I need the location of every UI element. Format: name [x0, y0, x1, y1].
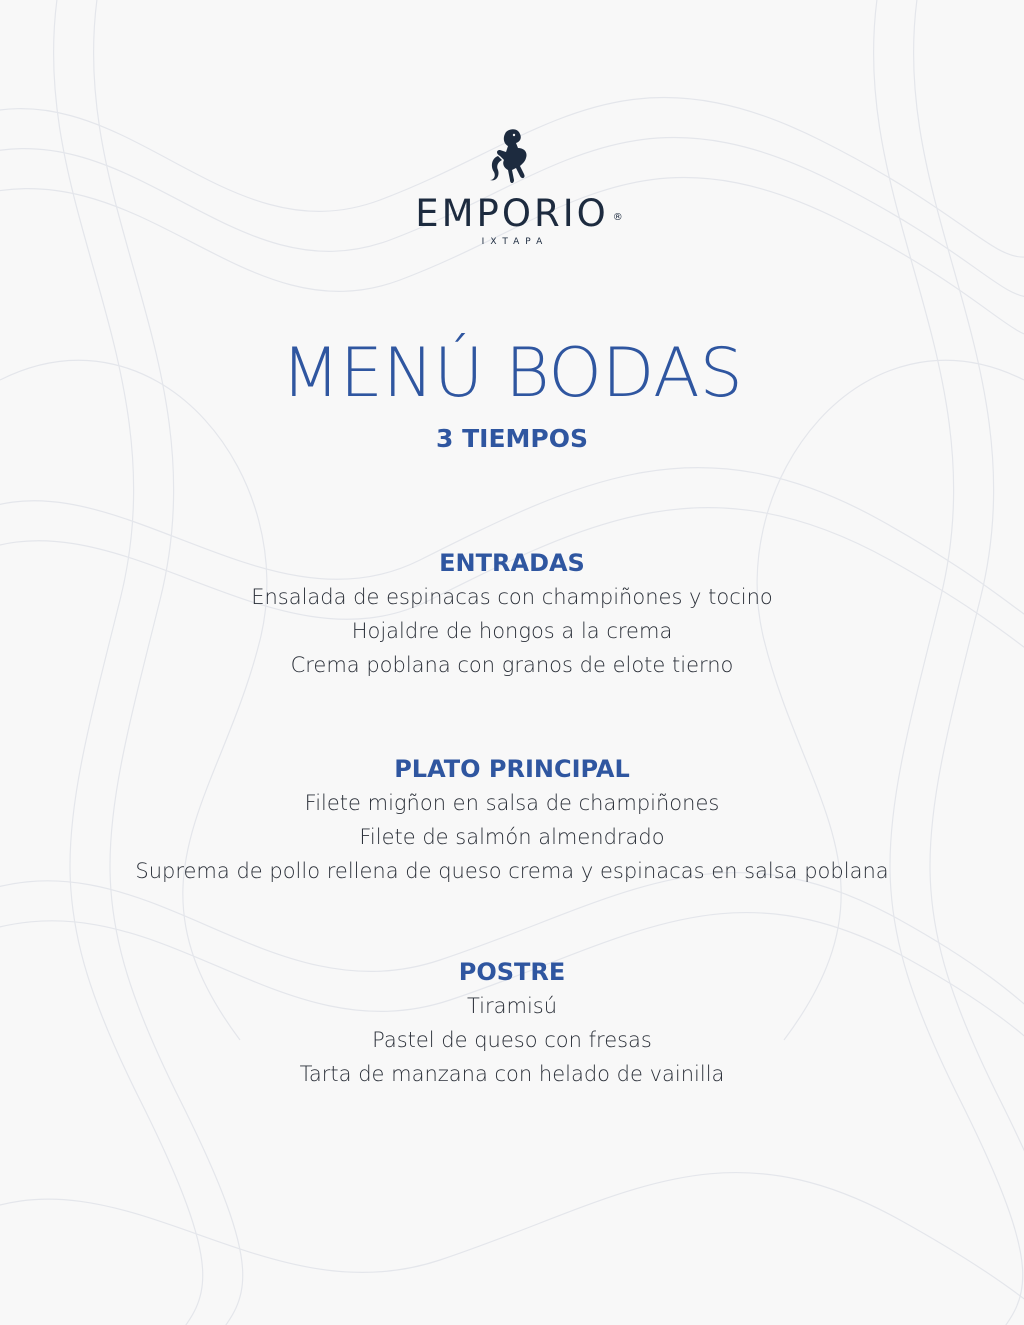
section-postre — [0, 955, 1024, 1091]
brand-name — [0, 193, 1024, 235]
menu-item: Hojaldre de hongos a la crema — [351, 619, 673, 643]
brand-location: IXTAPA — [481, 237, 549, 247]
menu-item: Ensalada de espinacas con champiñones y tocino — [251, 585, 773, 609]
menu-item: Filete de salmón almendrado — [359, 825, 665, 849]
section-heading: POSTRE — [458, 958, 566, 986]
section-heading: PLATO PRINCIPAL — [394, 755, 630, 783]
menu-item: Filete migñon en salsa de champiñones — [304, 791, 720, 815]
brand-logo — [0, 126, 1024, 247]
menu-item: Crema poblana con granos de elote tierno — [290, 653, 734, 677]
menu-item: Tiramisú — [466, 994, 558, 1018]
lion-rampant-icon — [482, 126, 542, 188]
registered-mark: ® — [612, 212, 623, 223]
section-entradas — [0, 546, 1024, 682]
section-heading: ENTRADAS — [439, 549, 585, 577]
brand-name-text: EMPORIO — [415, 192, 609, 235]
section-plato-principal — [0, 752, 1024, 888]
menu-item: Suprema de pollo rellena de queso crema y espinacas en salsa poblana — [135, 859, 889, 883]
menu-item: Tarta de manzana con helado de vainilla — [299, 1062, 725, 1086]
menu-subtitle: 3 TIEMPOS — [436, 424, 588, 453]
menu-title: MENÚ BODAS — [281, 334, 743, 413]
menu-item: Pastel de queso con fresas — [372, 1028, 652, 1052]
